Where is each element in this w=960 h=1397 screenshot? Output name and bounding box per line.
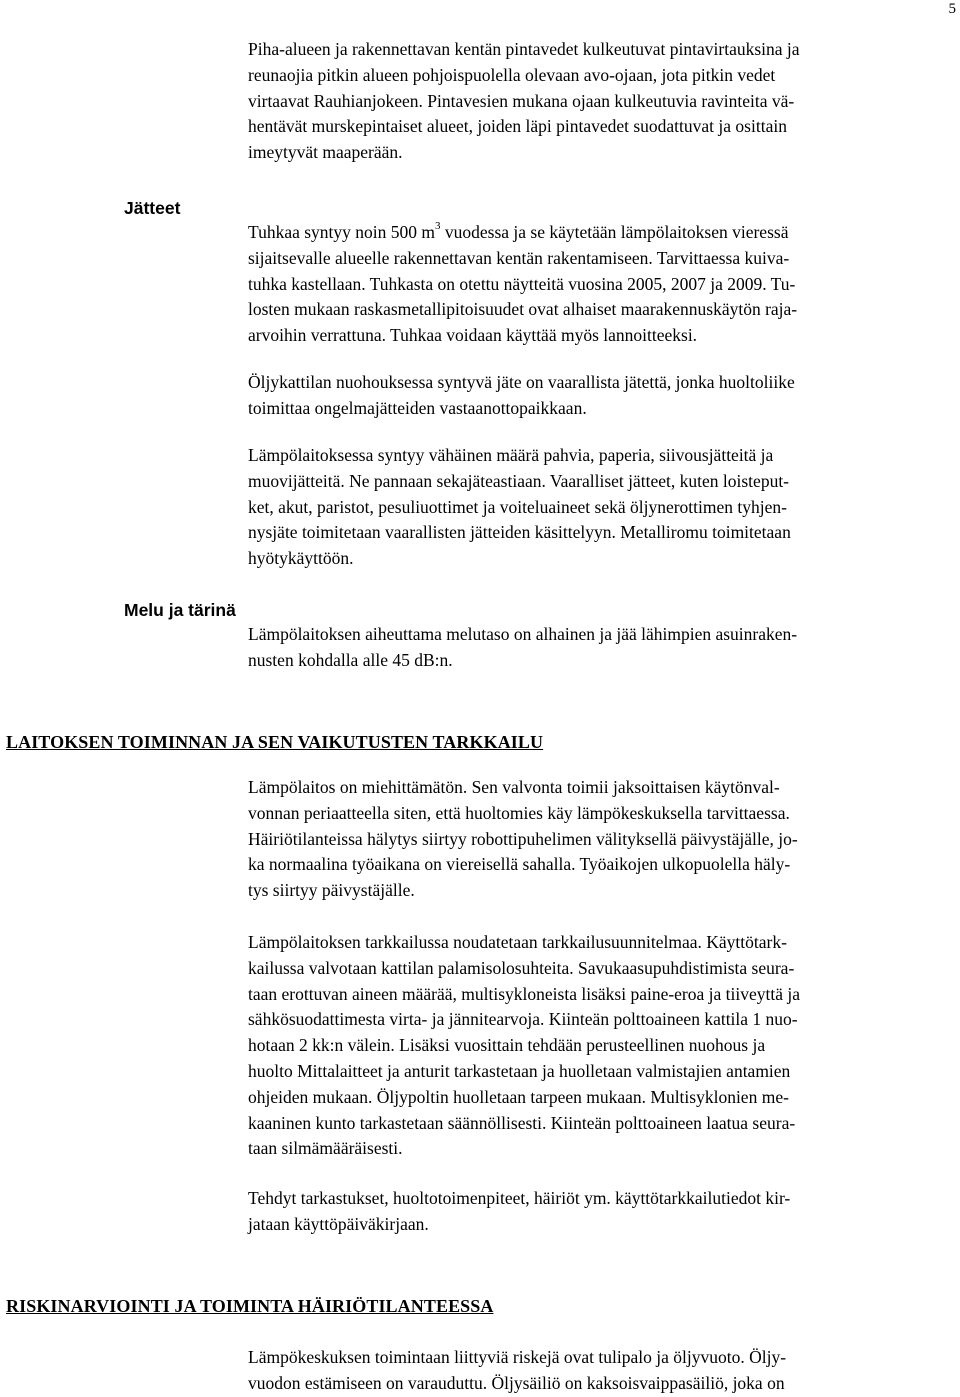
text-line: virtaavat Rauhianjokeen. Pintavesien mukana ojaan kulkeutuvia ravinteita vä- <box>248 90 795 111</box>
tarkkailu-paragraph-2 <box>248 930 956 1162</box>
text-line: vonnan periaatteella siten, että huoltomies käy lämpökeskuksella tarvittaessa. <box>248 802 790 823</box>
text-line: huolto Mittalaitteet ja anturit tarkastetaan ja huolletaan valmistajien antamien <box>248 1060 791 1081</box>
text-line: vuodon estämiseen on varauduttu. Öljysäiliö on kaksoisvaippasäiliö, joka on <box>248 1372 785 1393</box>
intro-paragraph <box>248 37 956 166</box>
text-line: losten mukaan raskasmetallipitoisuudet ovat alhaiset maarakennuskäytön raja- <box>248 299 798 320</box>
text-line: tys siirtyy päivystäjälle. <box>248 880 415 901</box>
text-line: Piha-alueen ja rakennettavan kentän pintavedet kulkeutuvat pintavirtauksina ja <box>248 39 800 59</box>
melu-paragraph <box>248 622 956 674</box>
text-line: reunaojia pitkin alueen pohjoispuolella olevaan avo-ojaan, jota pitkin vedet <box>248 64 776 85</box>
text-line: toimittaa ongelmajätteiden vastaanottopaikkaan. <box>248 397 587 418</box>
section-heading-melu: Melu ja tärinä <box>124 600 236 620</box>
text-segment: vuodessa ja se käytetään lämpölaitoksen vieressä <box>440 222 789 242</box>
text-line: Lämpölaitoksen tarkkailussa noudatetaan tarkkailusuunnitelmaa. Käyttötark- <box>248 932 787 952</box>
text-line: arvoihin verrattuna. Tuhkaa voidaan käyttää myös lannoitteeksi. <box>248 325 698 346</box>
text-line: muovijätteitä. Ne pannaan sekajäteastiaan. Vaaralliset jätteet, kuten loisteput- <box>248 470 790 491</box>
text-line: taan erottuvan aineen määrää, multisykloneista lisäksi paine-eroa ja tiiveyttä ja <box>248 983 801 1004</box>
text-line: jataan käyttöpäiväkirjaan. <box>248 1213 429 1234</box>
text-line: sähkösuodattimesta virta- ja jännitearvoja. Kiinteän polttoaineen kattila 1 nuo- <box>248 1009 798 1030</box>
text-line: hotaan 2 kk:n välein. Lisäksi vuosittain tehdään perusteellinen nuohous ja <box>248 1035 766 1056</box>
text-line: hentävät murskepintaiset alueet, joiden läpi pintavedet suodattuvat ja osittain <box>248 116 787 137</box>
text-line: tuhka kastellaan. Tuhkasta on otettu näytteitä vuosina 2005, 2007 ja 2009. Tu- <box>248 273 796 294</box>
text-line: hyötykäyttöön. <box>248 548 354 569</box>
superscript: 3 <box>435 220 441 233</box>
text-line: Lämpölaitos on miehittämätön. Sen valvonta toimii jaksoittaisen käytönval- <box>248 777 780 797</box>
section-heading-tarkkailu: LAITOKSEN TOIMINNAN JA SEN VAIKUTUSTEN TARKKAILU <box>6 732 544 752</box>
section-heading-riski: RISKINARVIOINTI JA TOIMINTA HÄIRIÖTILANTEESSA <box>6 1296 494 1316</box>
jatteet-paragraph-3 <box>248 443 956 572</box>
page-number: 5 <box>948 1 956 17</box>
text-line: nusten kohdalla alle 45 dB:n. <box>248 649 453 670</box>
text-line: Häiriötilanteissa hälytys siirtyy robottipuhelimen välityksellä päivystäjälle, jo- <box>248 828 798 849</box>
section-heading-jatteet: Jätteet <box>124 198 181 218</box>
text-segment: Tuhkaa syntyy noin 500 m <box>248 222 436 242</box>
text-line: Lämpökeskuksen toimintaan liittyviä riskejä ovat tulipalo ja öljyvuoto. Öljy- <box>248 1347 787 1367</box>
riski-paragraph-1 <box>248 1345 956 1397</box>
text-line: Lämpölaitoksen aiheuttama melutaso on alhainen ja jää lähimpien asuinraken- <box>248 624 798 644</box>
text-line: imeytyvät maaperään. <box>248 142 403 163</box>
text-line: taan silmämääräisesti. <box>248 1138 403 1159</box>
text-line: Lämpölaitoksessa syntyy vähäinen määrä pahvia, paperia, siivousjätteitä ja <box>248 445 774 465</box>
text-line: ohjeiden mukaan. Öljypoltin huolletaan tarpeen mukaan. Multisyklonien me- <box>248 1086 789 1107</box>
tarkkailu-paragraph-1 <box>248 775 956 904</box>
text-line: sijaitsevalle alueelle rakennettavan kentän rakentamiseen. Tarvittaessa kuiva- <box>248 247 790 268</box>
text-line: kailussa valvotaan kattilan palamisolosuhteita. Savukaasupuhdistimista seura- <box>248 957 795 978</box>
text-line: ket, akut, paristot, pesuliuottimet ja voiteluaineet sekä öljynerottimen tyhjen- <box>248 496 787 517</box>
text-line: nysjäte toimitetaan vaarallisten jätteiden käsittelyyn. Metalliromu toimitetaan <box>248 522 791 543</box>
text-line: kaaninen kunto tarkastetaan säännöllisesti. Kiinteän polttoaineen laatua seura- <box>248 1112 796 1133</box>
text-line <box>248 220 956 246</box>
jatteet-paragraph-1 <box>248 220 956 349</box>
jatteet-paragraph-2 <box>248 370 956 422</box>
tarkkailu-paragraph-3 <box>248 1186 956 1238</box>
text-line: Tehdyt tarkastukset, huoltotoimenpiteet, häiriöt ym. käyttötarkkailutiedot kir- <box>248 1188 791 1208</box>
text-line: Öljykattilan nuohouksessa syntyvä jäte on vaarallista jätettä, jonka huoltoliike <box>248 372 795 392</box>
text-line: ka normaalina työaikana on viereisellä sahalla. Työaikojen ulkopuolella häly- <box>248 854 791 875</box>
